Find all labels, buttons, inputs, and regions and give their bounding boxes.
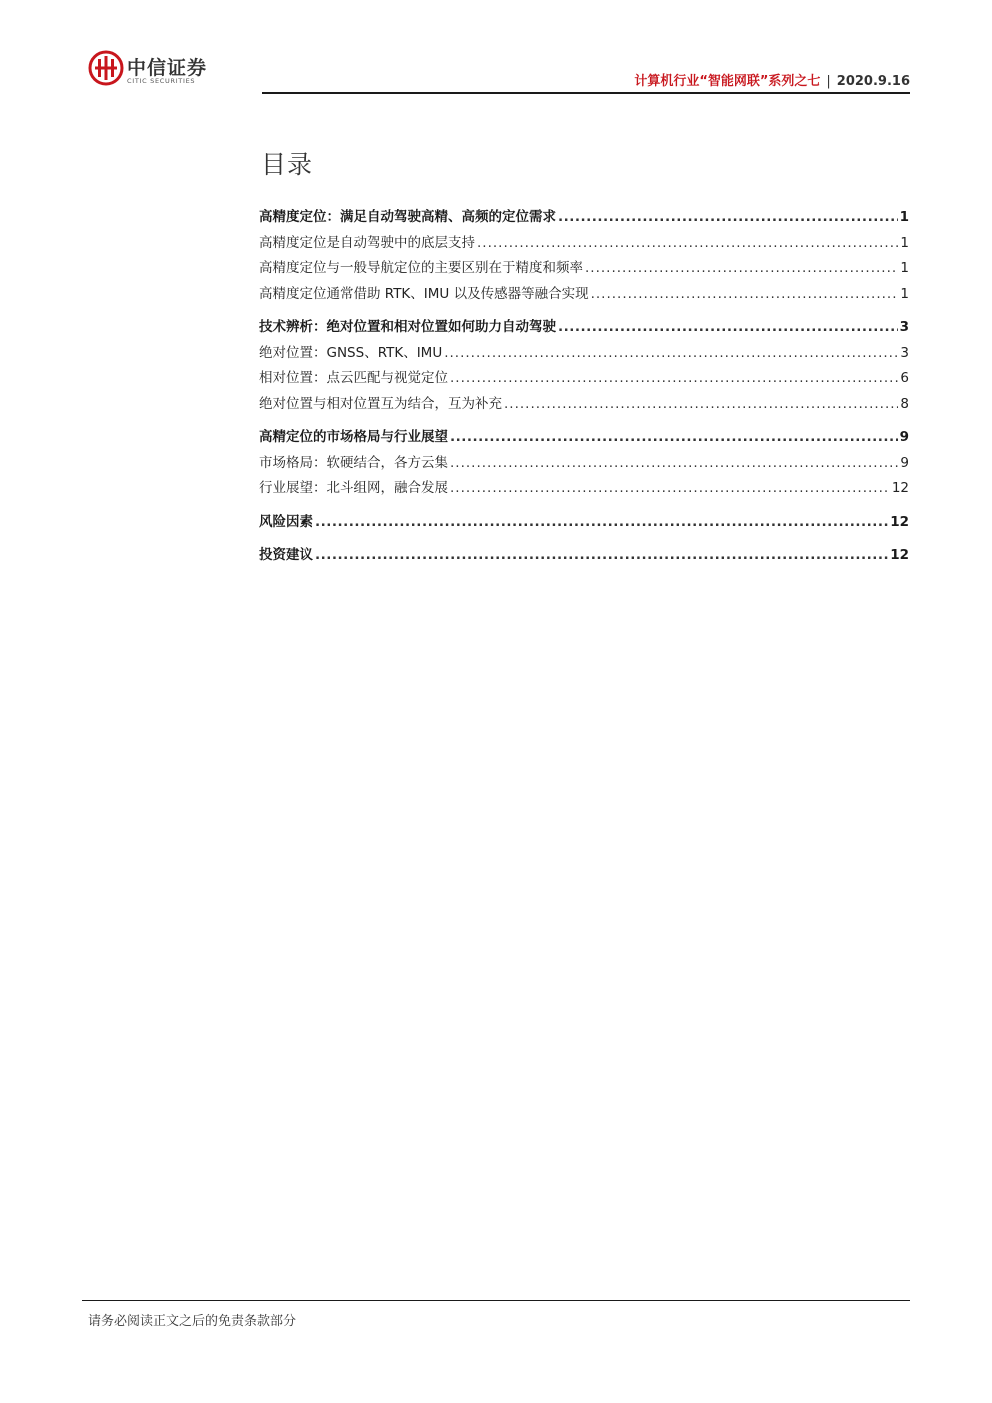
toc-entry-title: 绝对位置与相对位置互为结合，互为补充: [259, 395, 502, 412]
toc-dot-leader: [315, 547, 888, 563]
toc-page-number: 8: [900, 395, 909, 412]
toc-page-number: 12: [890, 547, 909, 563]
toc-page-number: 12: [890, 513, 909, 530]
toc-entry-title: 高精度定位是自动驾驶中的底层支持: [259, 234, 475, 251]
toc-subsection[interactable]: [259, 366, 909, 392]
toc-dot-leader: [477, 235, 898, 251]
toc-subsection[interactable]: [259, 256, 909, 282]
report-date: 2020.9.16: [836, 74, 910, 89]
footer-divider: [82, 1300, 910, 1301]
toc-section[interactable]: [259, 510, 909, 536]
toc-page-number: 3: [899, 319, 909, 335]
toc-entry-title: 技术辨析：绝对位置和相对位置如何助力自动驾驶: [259, 319, 556, 335]
footer-disclaimer: 请务必阅读正文之后的免责条款部分: [88, 1314, 297, 1329]
table-of-contents: [259, 205, 909, 569]
toc-subsection[interactable]: [259, 282, 909, 308]
toc-subsection[interactable]: [259, 392, 909, 418]
toc-page-number: 1: [900, 285, 909, 302]
toc-entry-title: 市场格局：软硬结合，各方云集: [259, 454, 448, 471]
toc-section[interactable]: [259, 315, 909, 341]
toc-dot-leader: [444, 345, 898, 361]
toc-page-number: 3: [900, 344, 909, 361]
toc-entry-title: 高精度定位通常借助 RTK、IMU 以及传感器等融合实现: [259, 285, 589, 302]
report-header: [634, 70, 910, 89]
toc-dot-leader: [450, 370, 898, 386]
toc-page-number: 9: [900, 454, 909, 471]
citic-logo-icon: [88, 50, 124, 86]
toc-dot-leader: [585, 260, 898, 276]
report-series: 计算机行业“智能网联”系列之七: [634, 74, 821, 89]
toc-entry-title: 投资建议: [259, 547, 313, 563]
toc-dot-leader: [558, 209, 898, 225]
header-separator: |: [826, 74, 831, 89]
toc-page-number: 6: [900, 370, 909, 386]
toc-dot-leader: [558, 319, 898, 335]
logo: [88, 50, 228, 90]
toc-section[interactable]: [259, 543, 909, 569]
toc-subsection[interactable]: [259, 231, 909, 257]
brand-name-en: CITIC SECURITIES: [127, 77, 196, 85]
toc-page-number: 1: [900, 260, 909, 276]
toc-page-number: 1: [899, 209, 909, 225]
toc-dot-leader: [450, 429, 898, 445]
header-divider: [262, 92, 910, 94]
page-title: 目录: [261, 149, 314, 179]
toc-subsection[interactable]: [259, 451, 909, 477]
toc-entry-title: 高精度定位：满足自动驾驶高精、高频的定位需求: [259, 209, 556, 225]
toc-entry-title: 高精度定位与一般导航定位的主要区别在于精度和频率: [259, 260, 583, 276]
toc-dot-leader: [591, 286, 899, 302]
toc-dot-leader: [315, 514, 888, 530]
toc-dot-leader: [504, 396, 898, 412]
toc-entry-title: 风险因素: [259, 513, 313, 530]
toc-entry-title: 行业展望：北斗组网，融合发展: [259, 480, 448, 496]
toc-page-number: 9: [899, 429, 909, 445]
brand-name-cn: 中信证券: [127, 57, 208, 79]
toc-section[interactable]: [259, 425, 909, 451]
toc-dot-leader: [450, 480, 890, 496]
toc-page-number: 12: [891, 480, 909, 496]
toc-subsection[interactable]: [259, 341, 909, 367]
toc-section[interactable]: [259, 205, 909, 231]
toc-dot-leader: [450, 455, 898, 471]
toc-subsection[interactable]: [259, 476, 909, 502]
toc-entry-title: 绝对位置：GNSS、RTK、IMU: [259, 344, 443, 361]
toc-page-number: 1: [900, 234, 909, 251]
toc-entry-title: 高精定位的市场格局与行业展望: [259, 429, 448, 445]
toc-entry-title: 相对位置：点云匹配与视觉定位: [259, 370, 448, 386]
